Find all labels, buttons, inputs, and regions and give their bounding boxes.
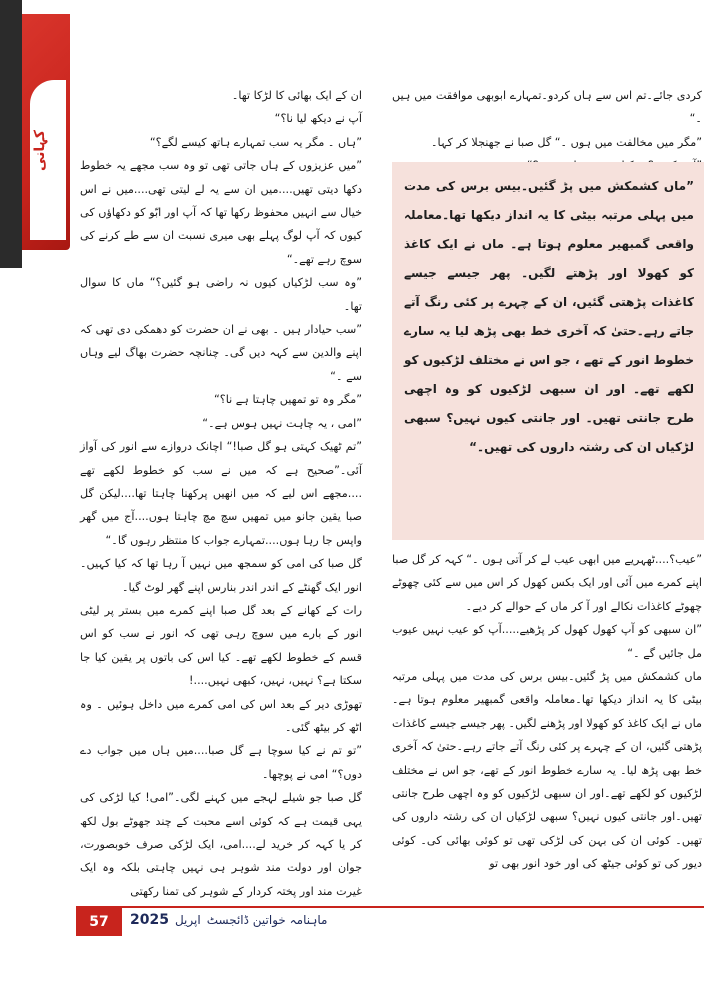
paragraph: ”تم ٹھیک کہتی ہو گل صبا!“ اچانک دروازے سے انور کی آواز آئی۔”صحیح ہے کہ میں نے سب کو خطوط لکھے تھے ....مجھے اس لیے کہ میں انھیں پرکھنا چاہتا تھا....لیکن گل صبا یقین جانو میں تمھیں سچ مچ چاہتا ہوں....آج میں گھر واپس جا رہا ہوں....تمہارے جواب کا منتظر رہوں گا۔“ [80, 440, 362, 547]
page-number: 57 [76, 908, 122, 936]
paragraph: گل صبا جو شیلے لہجے میں کہنے لگی۔”امی! کیا لڑکی کی یہی قیمت ہے کہ کوئی اسے محبت کے چند جھوٹے بول لکھ کر یا کہہ کر خرید لے....امی، ایک لڑکی صرف خوبصورت، جوان اور دولت مند شوہر ہی نہیں چاہتی بلکہ وہ ایک غیرت مند اور پختہ کردار کے شوہر کی تمنا رکھتی [80, 791, 362, 898]
paragraph: ”امی ، یہ چاہت نہیں ہوس ہے۔“ [202, 416, 362, 430]
sidebar-bar [0, 0, 22, 268]
paragraph: رات کے کھانے کے بعد گل صبا اپنے کمرے میں بستر پر لیٹی انور کے بارے میں سوچ رہی تھی کہ انور نے سب کو اس قسم کے خطوط لکھے تھے۔ کیا اس کی باتوں پر یقین کیا جا سکتا ہے؟ نہیں، نہیں، کبھی نہیں....! [80, 603, 362, 688]
paragraph: ”تو تم نے کیا سوچا ہے گل صبا....میں ہاں میں جواب دے دوں؟“ امی نے پوچھا۔ [80, 744, 362, 781]
footer-issue: اپریل [174, 913, 201, 927]
paragraph: ”میں عزیزوں کے ہاں جاتی تھی تو وہ سب مجھے یہ خطوط دکھا دیتی تھیں....میں ان سے یہ لے لیتی تھی....میں نے اس خیال سے انہیں محفوظ رکھا تھا کہ آپ اور ابّو کو دکھاؤں کی کیوں کہ آپ لوگ پہلے بھی میری نسبت ان سے طے کرنے کی سوچ رہے تھے۔“ [80, 159, 362, 266]
paragraph: تھوڑی دیر کے بعد اس کی امی کمرے میں داخل ہوئیں ۔ وہ اٹھ کر بیٹھ گئی۔ [80, 697, 362, 734]
paragraph: ”عیب؟....ٹھہریے میں ابھی عیب لے کر آتی ہوں ۔“ کہہ کر گل صبا اپنے کمرے میں آئی اور ایک بکس کھول کر اس میں سے کئی چھوٹے چھوٹے کاغذات نکالے اور آ کر ماں کے حوالے کر دیے۔ [392, 553, 702, 613]
paragraph: ماں کشمکش میں پڑ گئیں۔بیس برس کی مدت میں پہلی مرتبہ بیٹی کا یہ انداز دیکھا تھا۔معاملہ واقعی گمبھیر معلوم ہوتا ہے۔ ماں نے ایک کاغذ کو کھولا اور پڑھنے لگیں۔ پھر جیسے جیسے کاغذات پڑھتی گئیں، ان کے چہرے پر کئی رنگ آتے جاتے رہے۔حتیٰ کہ آخری خط بھی پڑھ لیا۔ یہ سارے خطوط انور کے تھے، جو اس نے مختلف لڑکیوں کو لکھے تھے۔اور ان سبھی لڑکیوں کو وہ اچھی طرح جانتی تھیں۔اور جانتی کیوں نہیں؟ سبھی لڑکیاں ان کی رشتہ داروں کی تھیں۔ کوئی ان کی بہن کی لڑکی تھی تو کوئی بھائی کی۔ کوئی دیور کی تو کوئی جیٹھ کی اور خود انور بھی تو [392, 670, 702, 871]
paragraph: ”سب حیادار ہیں ۔ بھی نے ان حضرت کو دھمکی دی تھی کہ اپنے والدین سے کہہ دیں گی۔ چنانچہ حضرت بھاگ لیے وہاں سے ۔“ [80, 323, 362, 383]
paragraph: ”ہاں ۔ مگر یہ سب تمہارے ہاتھ کیسے لگے؟“ [149, 135, 362, 149]
left-column [80, 84, 362, 903]
footer-rule [76, 906, 704, 908]
paragraph: گل صبا کی امی کو سمجھ میں نہیں آ رہا تھا کہ کیا کہیں۔ انور ایک گھنٹے کے اندر اندر بنارس اپنے گھر لوٹ گیا۔ [80, 557, 362, 594]
paragraph: ان کے ایک بھائی کا لڑکا تھا۔ [231, 89, 362, 102]
paragraph: کردی جائے۔تم اس سے ہاں کردو۔تمہارے ابوبھی موافقت میں ہیں ۔“ [392, 89, 702, 126]
footer-caption [130, 912, 327, 928]
footer-year: 2025 [130, 912, 169, 928]
paragraph: ”مگر میں مخالفت میں ہوں ۔“ گل صبا نے جھنجلا کر کہا۔ [430, 135, 702, 149]
footer-magazine: ماہنامہ خواتین ڈائجسٹ [206, 913, 328, 927]
right-column-bottom [392, 548, 702, 876]
paragraph: ”وہ سب لڑکیاں کیوں نہ راضی ہو گئیں؟“ ماں کا سوال تھا۔ [80, 276, 362, 313]
pull-quote-text: ”ماں کشمکش میں پڑ گئیں۔بیس برس کی مدت میں پہلی مرتبہ بیٹی کا یہ انداز دیکھا تھا۔معاملہ واقعی گمبھیر معلوم ہوتا ہے۔ ماں نے ایک کاغذ کو کھولا اور پڑھتے لگیں۔ پھر جیسے جیسے کاغذات پڑھتی گئیں، ان کے چہرے پر کئی رنگ آتے جاتے رہے۔حتیٰ کہ آخری خط بھی پڑھ لیا یہ سارے خطوط انور کے تھے ، جو اس نے مختلف لڑکیوں کو لکھے تھے۔ اور ان سبھی لڑکیوں کو وہ اچھی طرح جانتی تھیں۔ اور جانتی کیوں نہیں؟ سبھی لڑکیاں ان کی رشتہ داروں کی تھیں۔“ [404, 179, 694, 454]
paragraph: ”ان سبھی کو آپ کھول کھول کر پڑھیے.....آپ کو عیب نہیں عیوب مل جائیں گے ۔“ [392, 623, 702, 660]
section-label: کہانی [32, 129, 48, 171]
paragraph: ”مگر وہ تو تمھیں چاہتا ہے نا؟“ [214, 393, 362, 407]
paragraph: آپ نے دیکھ لیا نا؟“ [274, 112, 362, 126]
